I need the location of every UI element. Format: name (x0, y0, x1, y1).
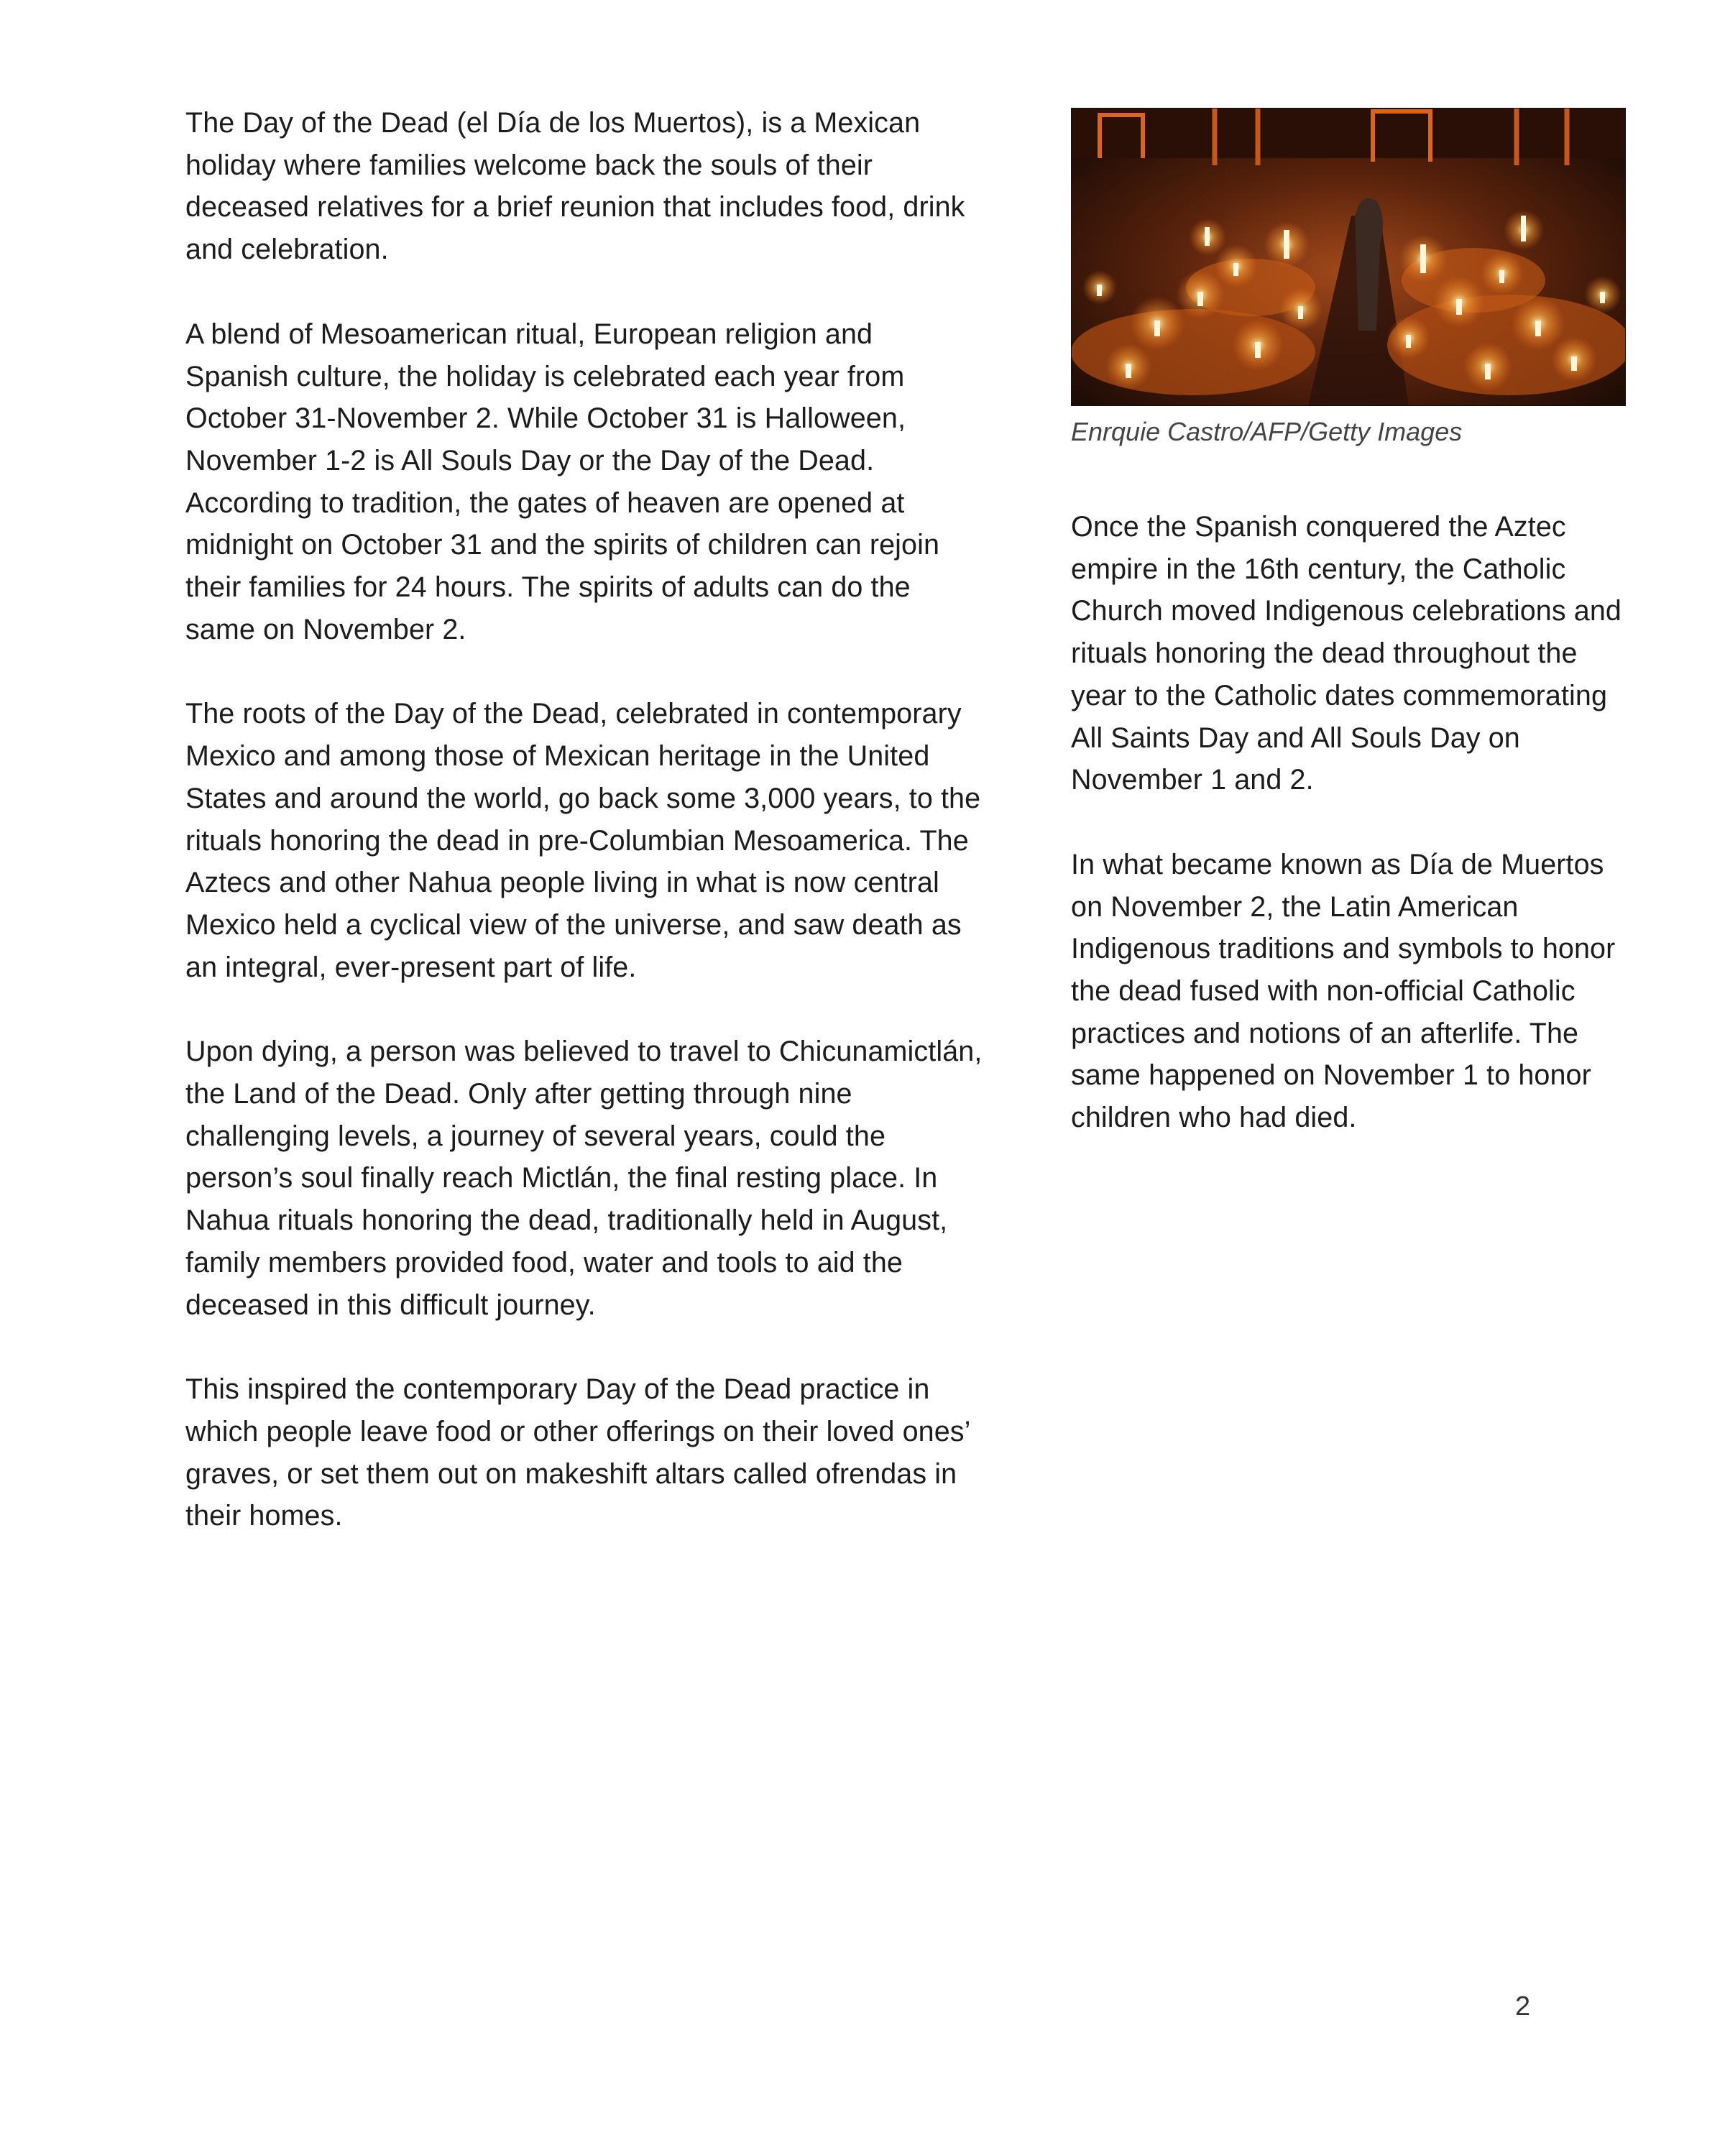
right-column (1071, 108, 1632, 1134)
photo-caption: Enrquie Castro/AFP/Getty Images (1071, 417, 1463, 446)
paragraph-dia-de-muertos: In what became known as Día de Muertos on November 2, the Latin American Indigenous traditions and symbols to honor the dead fused with non-official Catholic practices and notions of an afterlife. The same happened on November 1 to honor children who had died. (1071, 848, 1616, 1134)
right-column-text (1071, 506, 1632, 1181)
paragraph-spanish-conquest: Once the Spanish conquered the Aztec empire in the 16th century, the Catholic Church moved Indigenous celebrations and rituals honoring the dead throughout the year to the Catholic dates commemorating All Saints Day and All Souls Day on November 1 and 2. (1071, 511, 1622, 796)
paragraph-blend: A blend of Mesoamerican ritual, European religion and Spanish culture, the holiday is celebrated each year from October 31-November 2. While October 31 is Halloween, November 1-2 is All Souls Day or the Day of the Dead. According to tradition, the gates of heaven are opened at midnight on October 31 and the spirits of children can rejoin their families for 24 hours. The spirits of adults can do the same on November 2. (185, 318, 940, 645)
page-number: 2 (1515, 1991, 1531, 2022)
paragraph-upon-dying: Upon dying, a person was believed to travel to Chicunamictlán, the Land of the Dead. Only after getting through nine challenging levels, a journey of several years, could the person’s soul finally reach Mictlán, the final resting place. In Nahua rituals honoring the dead, traditionally held in August, family members provided food, water and tools to aid the deceased in this difficult journey. (185, 1036, 983, 1321)
paragraph-inspired: This inspired the contemporary Day of the Dead practice in which people leave food or other offerings on their loved ones’ graves, or set them out on makeshift altars called ofrendas in their homes. (185, 1373, 970, 1532)
left-column (185, 102, 983, 1580)
cemetery-candles-photo (1071, 108, 1626, 406)
paragraph-intro: The Day of the Dead (el Día de los Muertos), is a Mexican holiday where families welcome back the souls of their deceased relatives for a brief reunion that includes food, drink and celebration. (185, 107, 965, 266)
paragraph-roots: The roots of the Day of the Dead, celebrated in contemporary Mexico and among those of Mexican heritage in the United States and around the world, go back some 3,000 years, to the rituals honoring the dead in pre-Columbian Mesoamerica. The Aztecs and other Nahua people living in what is now central Mexico held a cyclical view of the universe, and saw death as an integral, ever-present part of life. (185, 698, 981, 983)
candlelit-graves-image (1071, 108, 1626, 406)
